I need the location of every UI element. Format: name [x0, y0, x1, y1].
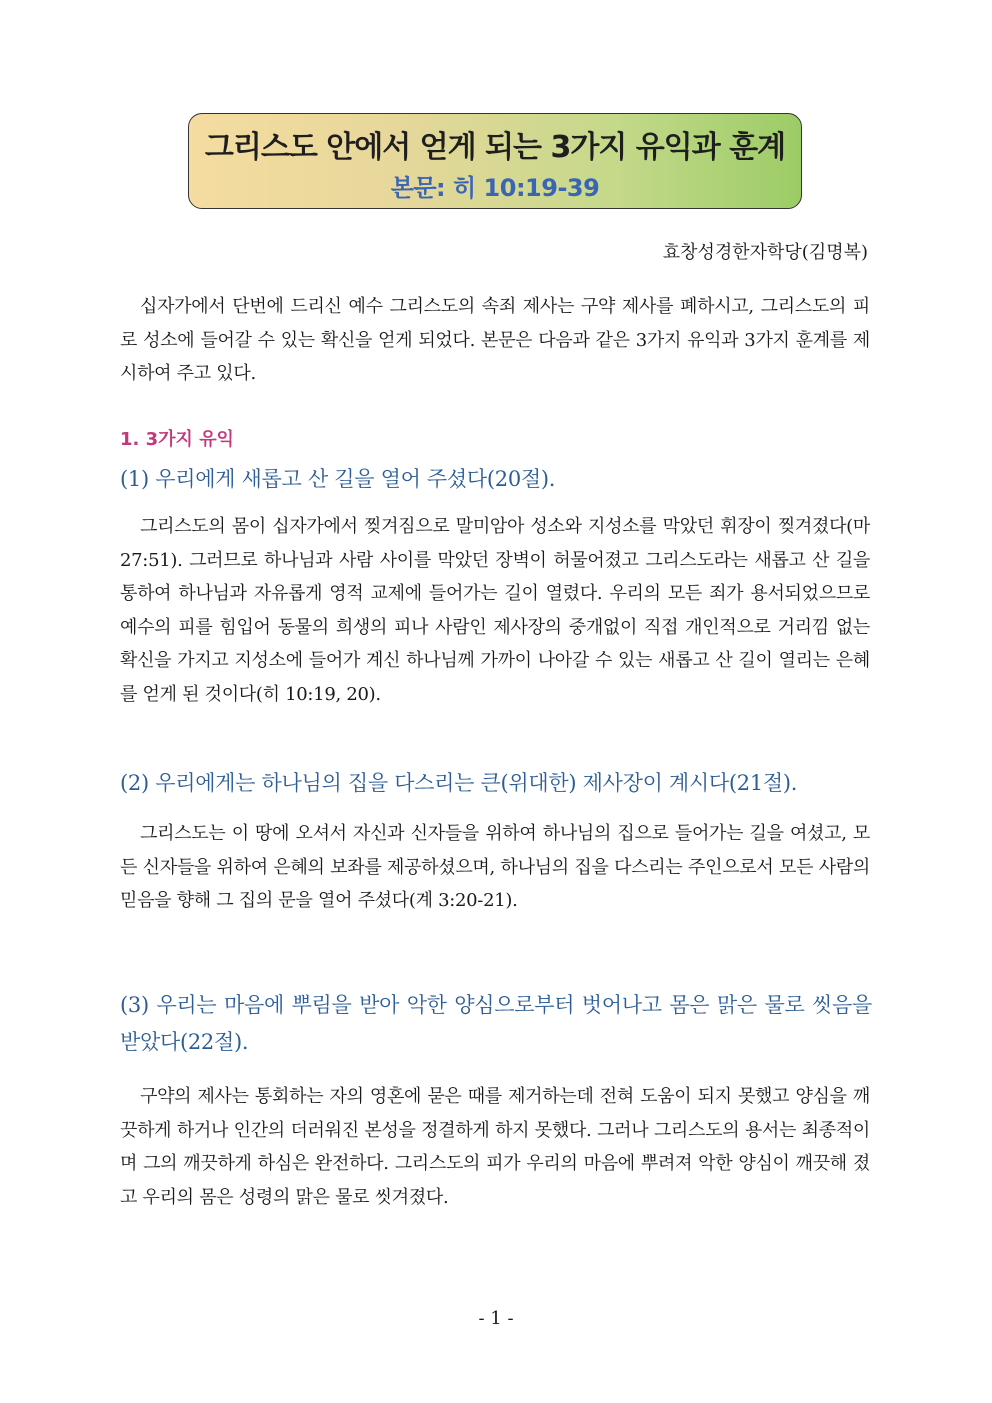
point-heading-1: (1) 우리에게 새롭고 산 길을 열어 주셨다(20절). [120, 467, 556, 491]
title-box [188, 113, 802, 209]
author-line: 효창성경한자학당(김명복) [662, 242, 868, 263]
page-number: - 1 - [478, 1308, 514, 1329]
point-body-1: 그리스도의 몸이 십자가에서 찢겨짐으로 말미암아 성소와 지성소를 막았던 휘장이 찢겨졌다(마 27:51). 그러므로 하나님과 사람 사이를 막았던 장벽이 허물어졌고 그리스도라는 새롭고 산 길을 통하여 하나님과 자유롭게 영적 교제에 들어가는 길이 열렸다. 우리의 모든 죄가 용서되었으므로 예수의 피를 힘입어 동물의 희생의 피나 사람인 제사장의 중개없이 직접 개인적으로 거리낌 없는 확신을 가지고 지성소에 들어가 계신 하나님께 가까이 나아갈 수 있는 새롭고 산 길이 열리는 은혜를 얻게 된 것이다(히 10:19, 20). [120, 516, 870, 705]
scripture-reference: 본문: 히 10:19-39 [390, 174, 600, 202]
point-heading-2: (2) 우리에게는 하나님의 집을 다스리는 큰(위대한) 제사장이 계시다(21절). [120, 771, 798, 795]
point-body-3: 구약의 제사는 통회하는 자의 영혼에 묻은 때를 제거하는데 전혀 도움이 되지 못했고 양심을 깨끗하게 하거나 인간의 더러워진 본성을 정결하게 하지 못했다. 그러나 그리스도의 용서는 최종적이며 그의 깨끗하게 하심은 완전하다. 그리스도의 피가 우리의 마음에 뿌려져 악한 양심이 깨끗해 졌고 우리의 몸은 성령의 맑은 물로 씻겨졌다. [120, 1086, 870, 1208]
intro-paragraph: 십자가에서 단번에 드리신 예수 그리스도의 속죄 제사는 구약 제사를 폐하시고, 그리스도의 피로 성소에 들어갈 수 있는 확신을 얻게 되었다. 본문은 다음과 같은 3가지 유익과 3가지 훈계를 제시하여 주고 있다. [120, 296, 870, 384]
point-heading-3: (3) 우리는 마음에 뿌림을 받아 악한 양심으로부터 벗어나고 몸은 맑은 물로 씻음을 받았다(22절). [120, 993, 872, 1054]
point-body-2: 그리스도는 이 땅에 오셔서 자신과 신자들을 위하여 하나님의 집으로 들어가는 길을 여셨고, 모든 신자들을 위하여 은혜의 보좌를 제공하셨으며, 하나님의 집을 다스리는 주인으로서 모든 사람의 믿음을 향해 그 집의 문을 열어 주셨다(계 3:20-21). [120, 823, 870, 911]
section-heading-benefits: 1. 3가지 유익 [120, 429, 234, 450]
document-title: 그리스도 안에서 얻게 되는 3가지 유익과 훈계 [204, 130, 786, 165]
